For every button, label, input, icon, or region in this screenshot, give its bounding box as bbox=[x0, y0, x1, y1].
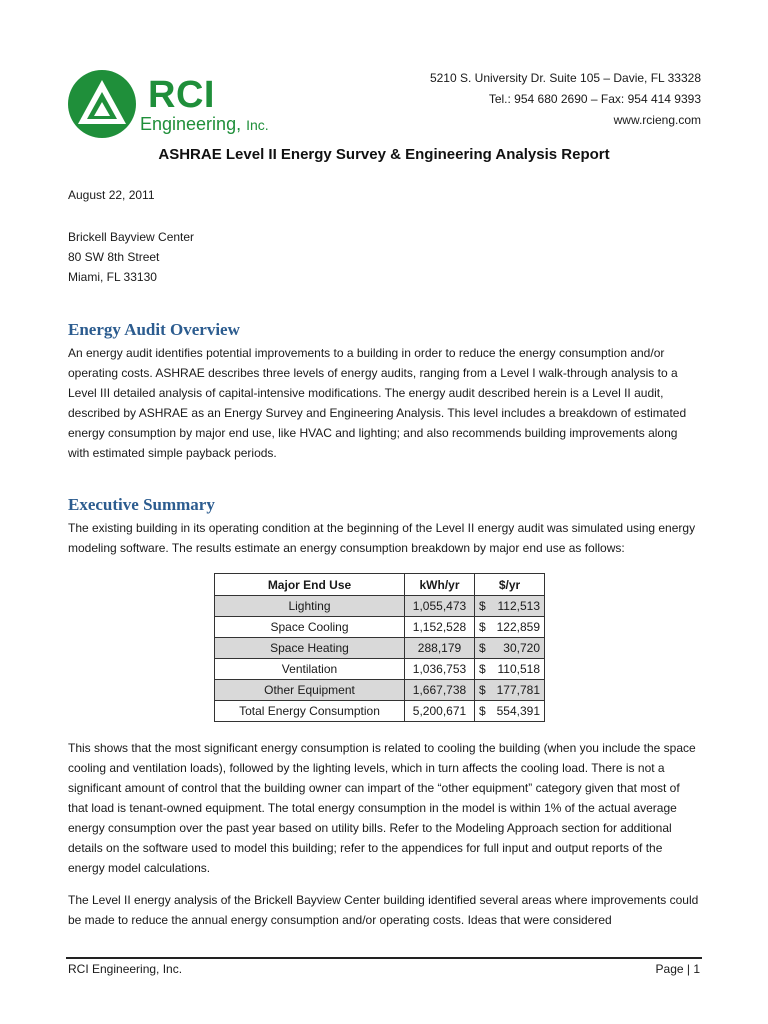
cost-value: 177,781 bbox=[496, 683, 540, 697]
energy-use-table bbox=[214, 573, 545, 722]
cost-cell bbox=[475, 701, 545, 722]
recipient-city: Miami, FL 33130 bbox=[68, 270, 157, 284]
overview-heading: Energy Audit Overview bbox=[68, 320, 240, 339]
table-row bbox=[215, 680, 545, 701]
table-row bbox=[215, 617, 545, 638]
footer-company: RCI Engineering, Inc. bbox=[68, 962, 183, 976]
end-use-cell: Ventilation bbox=[215, 659, 405, 680]
footer-divider bbox=[66, 957, 702, 959]
currency-symbol: $ bbox=[479, 620, 486, 634]
table-row bbox=[215, 638, 545, 659]
end-use-cell: Other Equipment bbox=[215, 680, 405, 701]
cost-value: 112,513 bbox=[497, 599, 540, 613]
cost-value: 30,720 bbox=[503, 641, 540, 655]
overview-paragraph bbox=[68, 343, 702, 463]
header-cost: $/yr bbox=[475, 574, 545, 596]
kwh-cell: 1,036,753 bbox=[405, 659, 475, 680]
recipient-address bbox=[68, 227, 702, 287]
logo-subtitle-text: Engineering, bbox=[140, 114, 242, 134]
final-text: The Level II energy analysis of the Brickell Bayview Center building identified several areas where improvements could be made to reduce the annual energy consumption and/or operating costs. Ideas that were considered bbox=[68, 893, 699, 927]
cost-cell bbox=[475, 638, 545, 659]
end-use-cell: Space Heating bbox=[215, 638, 405, 659]
phone-fax-line: Tel.: 954 680 2690 – Fax: 954 414 9393 bbox=[488, 92, 701, 106]
report-date: August 22, 2011 bbox=[68, 188, 155, 202]
cost-cell bbox=[475, 659, 545, 680]
kwh-cell: 288,179 bbox=[405, 638, 475, 659]
summary-heading: Executive Summary bbox=[68, 495, 215, 514]
company-logo bbox=[66, 68, 269, 138]
address-line-1: 5210 S. University Dr. Suite 105 – Davie, FL 33328 bbox=[429, 71, 701, 85]
overview-text: An energy audit identifies potential improvements to a building in order to reduce the energy consumption and/or operating costs. ASHRAE describes three levels of energy audits, ranging from a Level I walk-through analysis to a Level III detailed analysis of capital-intensive modifications. The energy audit described herein is a Level II audit, described by ASHRAE as an Energy Survey and Engineering Analysis. This level includes a breakdown of estimated energy consumption by major end use, like HVAC and lighting; and also recommends building improvements along with estimated simple payback periods. bbox=[68, 346, 687, 460]
currency-symbol: $ bbox=[479, 704, 486, 718]
currency-symbol: $ bbox=[479, 662, 486, 676]
kwh-cell: 1,055,473 bbox=[405, 596, 475, 617]
header-kwh: kWh/yr bbox=[405, 574, 475, 596]
logo-wordmark: RCI bbox=[148, 74, 215, 116]
cost-value: 122,859 bbox=[496, 620, 540, 634]
table-row bbox=[215, 596, 545, 617]
cost-value: 554,391 bbox=[496, 704, 540, 718]
table-row bbox=[215, 659, 545, 680]
final-paragraph bbox=[68, 890, 702, 930]
currency-symbol: $ bbox=[479, 683, 486, 697]
company-address bbox=[430, 68, 701, 131]
end-use-cell: Total Energy Consumption bbox=[215, 701, 405, 722]
table-total-row bbox=[215, 701, 545, 722]
kwh-cell: 1,667,738 bbox=[405, 680, 475, 701]
header-end-use: Major End Use bbox=[215, 574, 405, 596]
summary-paragraph bbox=[68, 518, 702, 558]
currency-symbol: $ bbox=[479, 599, 486, 613]
table-header-row bbox=[215, 574, 545, 596]
report-title: ASHRAE Level II Energy Survey & Engineering Analysis Report bbox=[158, 146, 610, 163]
website-link[interactable]: www.rcieng.com bbox=[613, 113, 701, 127]
kwh-cell: 1,152,528 bbox=[405, 617, 475, 638]
cost-value: 110,518 bbox=[497, 662, 540, 676]
cost-cell bbox=[475, 596, 545, 617]
currency-symbol: $ bbox=[479, 641, 486, 655]
logo-subtitle bbox=[140, 114, 269, 135]
kwh-cell: 5,200,671 bbox=[405, 701, 475, 722]
logo-inc: Inc. bbox=[246, 117, 269, 133]
end-use-cell: Lighting bbox=[215, 596, 405, 617]
cost-cell bbox=[475, 617, 545, 638]
analysis-text: This shows that the most significant energy consumption is related to cooling the building (when you include the space cooling and ventilation loads), followed by the lighting levels, which in turn affects the cooling load. There is not a significant amount of control that the building owner can impart of the “other equipment” category given that most of that load is tenant-owned equipment. The total energy consumption in the model is within 1% of the actual average energy consumption over the past year based on utility bills. Refer to the Modeling Approach section for additional details on the software used to model this building; refer to the appendices for full input and output reports of the energy model calculations. bbox=[68, 741, 696, 875]
logo-emblem-icon bbox=[66, 68, 138, 140]
recipient-name: Brickell Bayview Center bbox=[68, 230, 195, 244]
summary-text: The existing building in its operating condition at the beginning of the Level II energy audit was simulated using energy modeling software. The results estimate an energy consumption breakdown by major end use as follows: bbox=[68, 521, 696, 555]
cost-cell bbox=[475, 680, 545, 701]
footer-page-number: Page | 1 bbox=[655, 962, 700, 976]
analysis-paragraph bbox=[68, 738, 702, 878]
recipient-street: 80 SW 8th Street bbox=[68, 250, 160, 264]
end-use-cell: Space Cooling bbox=[215, 617, 405, 638]
